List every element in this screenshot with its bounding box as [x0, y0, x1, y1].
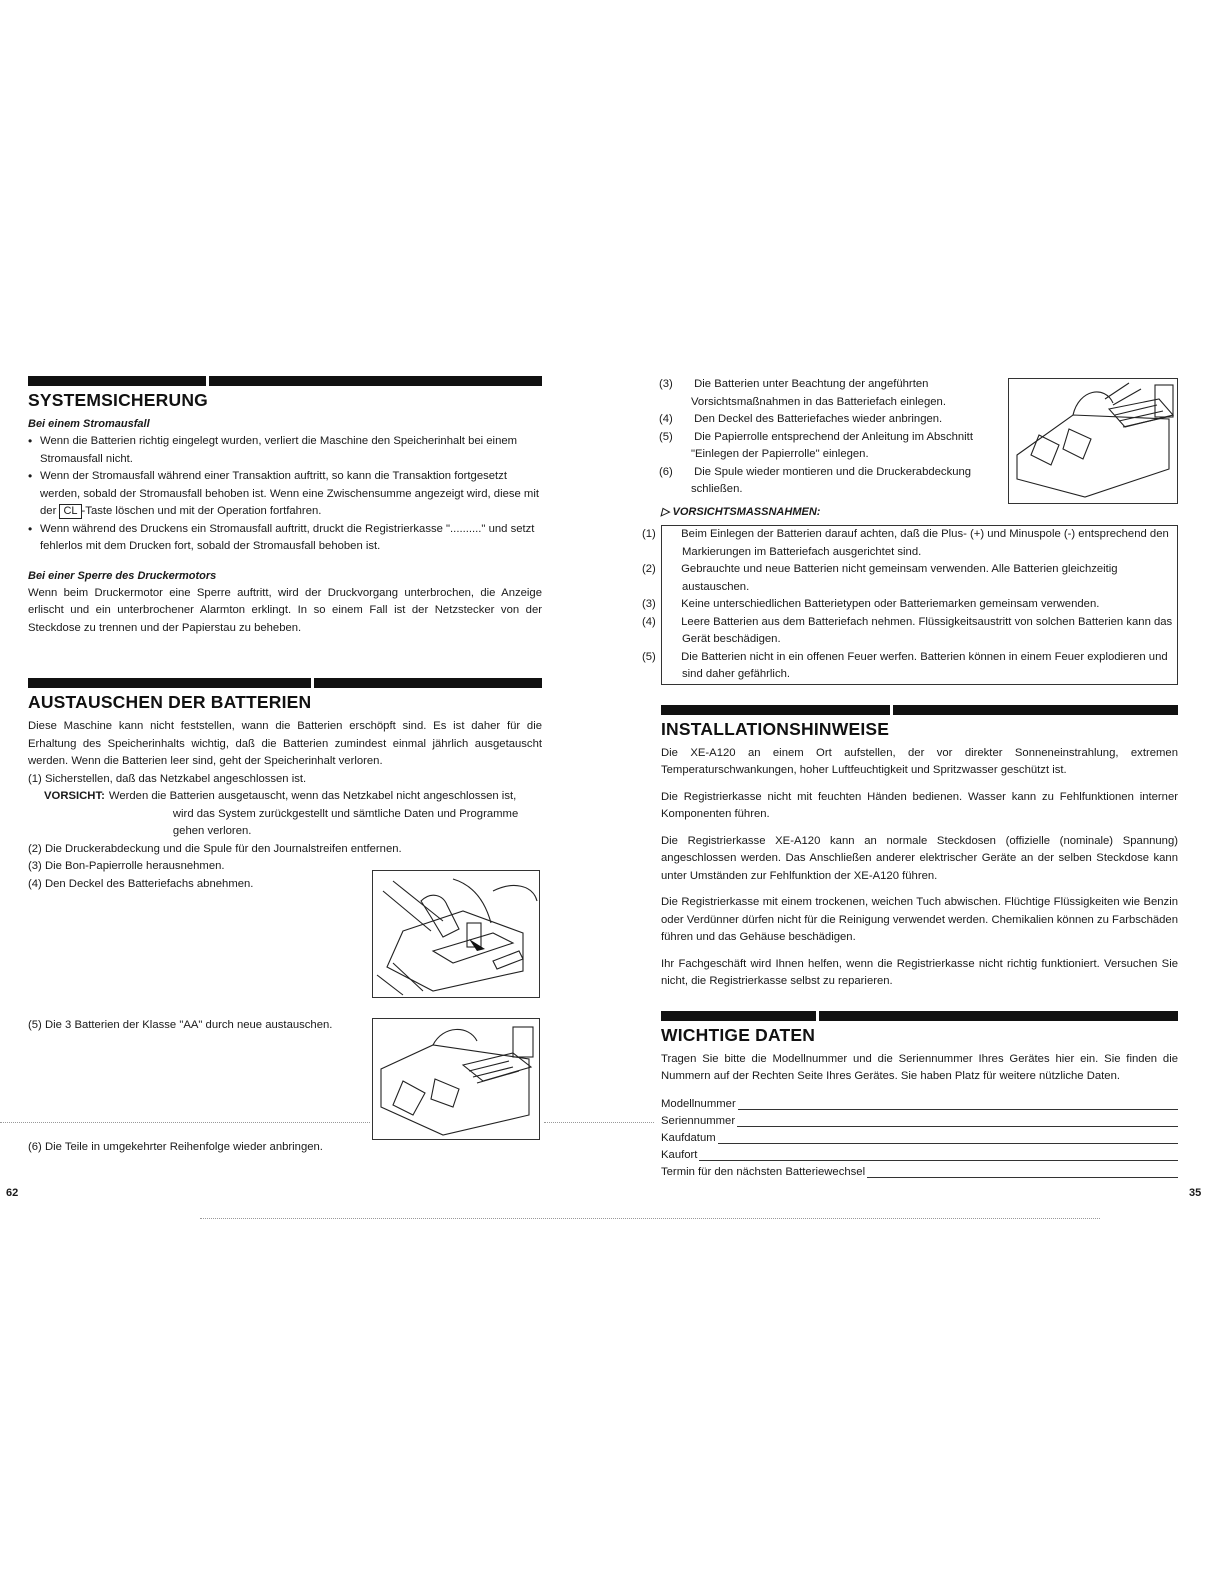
scan-artifact-line [544, 1122, 654, 1123]
paragraph: Die Registrierkasse XE-A120 kann an normale Steckdosen (offizielle (nominale) Spannung) angeschlossen werden. Das Anschließen anderer elektrischer Geräte an der selben Steckdose kann unter Umständen zur Fehlfunktion der XE-A120 führen. [661, 834, 1178, 882]
form-row: Termin für den nächsten Batteriewechsel [661, 1165, 1178, 1182]
paragraph: Die XE-A120 an einem Ort aufstellen, der vor direkter Sonneneinstrahlung, extremen Temperaturschwankungen, hoher Luftfeuchtigkeit und Spritzwasser geschützt ist. [661, 746, 1178, 776]
list-item: (4) Leere Batterien aus dem Batteriefach nehmen. Flüssigkeitsaustritt von solchen Batterien kann das Gerät beschädigen. [642, 615, 1173, 645]
battery-insert-illustration [1008, 378, 1178, 504]
step-list [659, 376, 1010, 499]
section-daten [661, 1011, 1178, 1182]
form-row: Kaufort [661, 1148, 1178, 1165]
section-title: SYSTEMSICHERUNG [28, 390, 208, 410]
page-number: 35 [1189, 1187, 1202, 1199]
warning: VORSICHT: Werden die Batterien ausgetauscht, wenn das Netzkabel nicht angeschlossen ist, wird das System zurückgestellt und sämtliche Daten und Programme gehen verloren. [44, 788, 542, 841]
list-item: (4) Den Deckel des Batteriefaches wieder anbringen. [659, 413, 943, 425]
caution-heading: ▷ VORSICHTSMASSNAHMEN: [661, 505, 821, 518]
printer-drawing-icon [373, 871, 539, 997]
list-item: (5) Die Papierrolle entsprechend der Anleitung im Abschnitt "Einlegen der Papierrolle" einlegen. [659, 430, 973, 460]
page-number: 62 [6, 1187, 19, 1199]
left-page [28, 376, 542, 893]
entry-line[interactable] [737, 1126, 1178, 1127]
step: (1) Sicherstellen, daß das Netzkabel angeschlossen ist. [28, 772, 307, 785]
subheading: Bei einem Stromausfall [28, 418, 150, 430]
list-item: • Wenn der Stromausfall während einer Transaktion auftritt, so kann die Transaktion fortgesetzt werden, sobald der Stromausfall behoben ist. Wenn eine Zwischensumme angezeigt wird, diese mit der CL -Taste löschen und mit der Operation fortfahren. [28, 468, 542, 521]
list-item: (3) Die Batterien unter Beachtung der angeführten Vorsichtsmaßnahmen in das Batteriefach einlegen. [659, 378, 946, 408]
section-title: AUSTAUSCHEN DER BATTERIEN [28, 692, 312, 712]
step: (4) Den Deckel des Batteriefachs abnehmen. [28, 877, 254, 890]
section-title: INSTALLATIONSHINWEISE [661, 718, 890, 739]
scan-artifact-line [200, 1218, 1100, 1219]
paragraph: Die Registrierkasse mit einem trockenen, weichen Tuch abwischen. Flüchtige Flüssigkeiten wie Benzin oder Verdünner dürfen nicht für die Reinigung verwendet werden. Chemikalien können zu Farbschäden führen und das Gehäuse beschädigen. [661, 896, 1178, 943]
list-item: (3) Keine unterschiedlichen Batterietypen oder Batteriemarken gemeinsam verwenden. [642, 598, 1100, 610]
form-row: Kaufdatum [661, 1131, 1178, 1148]
bullet-list [28, 433, 542, 556]
battery-cover-illustration [372, 870, 540, 998]
cl-key: CL [59, 504, 81, 519]
paragraph: Die Registrierkasse nicht mit feuchten Händen bedienen. Wasser kann zu Fehlfunktionen interner Komponenten führen. [661, 790, 1178, 820]
entry-line[interactable] [867, 1177, 1178, 1178]
paragraph: Ihr Fachgeschäft wird Ihnen helfen, wenn die Registrierkasse nicht richtig funktioniert. Versuchen Sie nicht, die Registrierkasse selbst zu reparieren. [661, 957, 1178, 987]
section-bar [28, 376, 542, 386]
list-item: (1) Beim Einlegen der Batterien darauf achten, daß die Plus- (+) und Minuspole (-) entsprechend den Markierungen im Batteriefach ausgerichtet sind. [642, 528, 1169, 558]
subheading: Bei einer Sperre des Druckermotors [28, 569, 217, 582]
form-row: Modellnummer [661, 1097, 1178, 1114]
list-item: • Wenn die Batterien richtig eingelegt wurden, verliert die Maschine den Speicherinhalt bei einem Stromausfall nicht. [28, 433, 542, 468]
entry-line[interactable] [718, 1143, 1178, 1144]
entry-line[interactable] [738, 1109, 1178, 1110]
section-title: WICHTIGE DATEN [661, 1024, 816, 1045]
list-item: (6) Die Spule wieder montieren und die Druckerabdeckung schließen. [659, 465, 972, 495]
section-batterien [28, 678, 542, 893]
form-row: Seriennummer [661, 1114, 1178, 1131]
paragraph: Diese Maschine kann nicht feststellen, wann die Batterien erschöpft sind. Es ist daher für die Erhaltung des Speicherinhalts wichtig, daß die Batterien zumindest einmal jährlich ausgetauscht werden. Wenn die Batterien leer sind, geht der Speicherinhalt verloren. [28, 720, 542, 767]
section-installation [661, 705, 1178, 991]
section-bar [661, 1011, 1178, 1021]
battery-replace-illustration [372, 1018, 540, 1140]
entry-line[interactable] [699, 1160, 1178, 1161]
section-bar [661, 705, 1178, 715]
step: (3) Die Bon-Papierrolle herausnehmen. [28, 860, 225, 872]
step: (5) Die 3 Batterien der Klasse "AA" durch neue austauschen. [28, 1019, 333, 1031]
step: (2) Die Druckerabdeckung und die Spule für den Journalstreifen entfernen. [28, 842, 402, 855]
paragraph: Wenn beim Druckermotor eine Sperre auftritt, wird der Druckvorgang unterbrochen, die Anzeige erlischt und ein unterbrochener Alarmton erklingt. In so einem Fall ist der Netzstecker von der Steckdose zu trennen und der Papierstau zu beheben. [28, 586, 542, 634]
paragraph: Tragen Sie bitte die Modellnummer und die Seriennummer Ihres Gerätes hier ein. Sie finden die Nummern auf der Rechten Seite Ihres Gerätes. Sie haben Platz für weitere nützliche Daten. [661, 1052, 1178, 1082]
battery-compartment-icon [1009, 379, 1177, 503]
list-item: (2) Gebrauchte und neue Batterien nicht gemeinsam verwenden. Alle Batterien gleichzeitig austauschen. [642, 563, 1118, 593]
list-item: • Wenn während des Druckens ein Stromausfall auftritt, druckt die Registrierkasse ".........." und setzt fehlerlos mit dem Drucken fort, sobald der Stromausfall behoben ist. [28, 521, 542, 556]
list-item: (5) Die Batterien nicht in ein offenen Feuer werfen. Batterien können in einem Feuer explodieren und sind daher gefährlich. [642, 650, 1168, 680]
triangle-icon: ▷ [661, 505, 670, 518]
warning-label: VORSICHT: [44, 790, 105, 802]
battery-compartment-icon [373, 1019, 539, 1139]
data-form [661, 1097, 1178, 1182]
caution-box [642, 525, 1178, 685]
step: (6) Die Teile in umgekehrter Reihenfolge wieder anbringen. [28, 1141, 323, 1153]
scan-artifact-line [0, 1122, 370, 1123]
section-systemsicherung [28, 376, 542, 637]
section-bar [28, 678, 542, 688]
